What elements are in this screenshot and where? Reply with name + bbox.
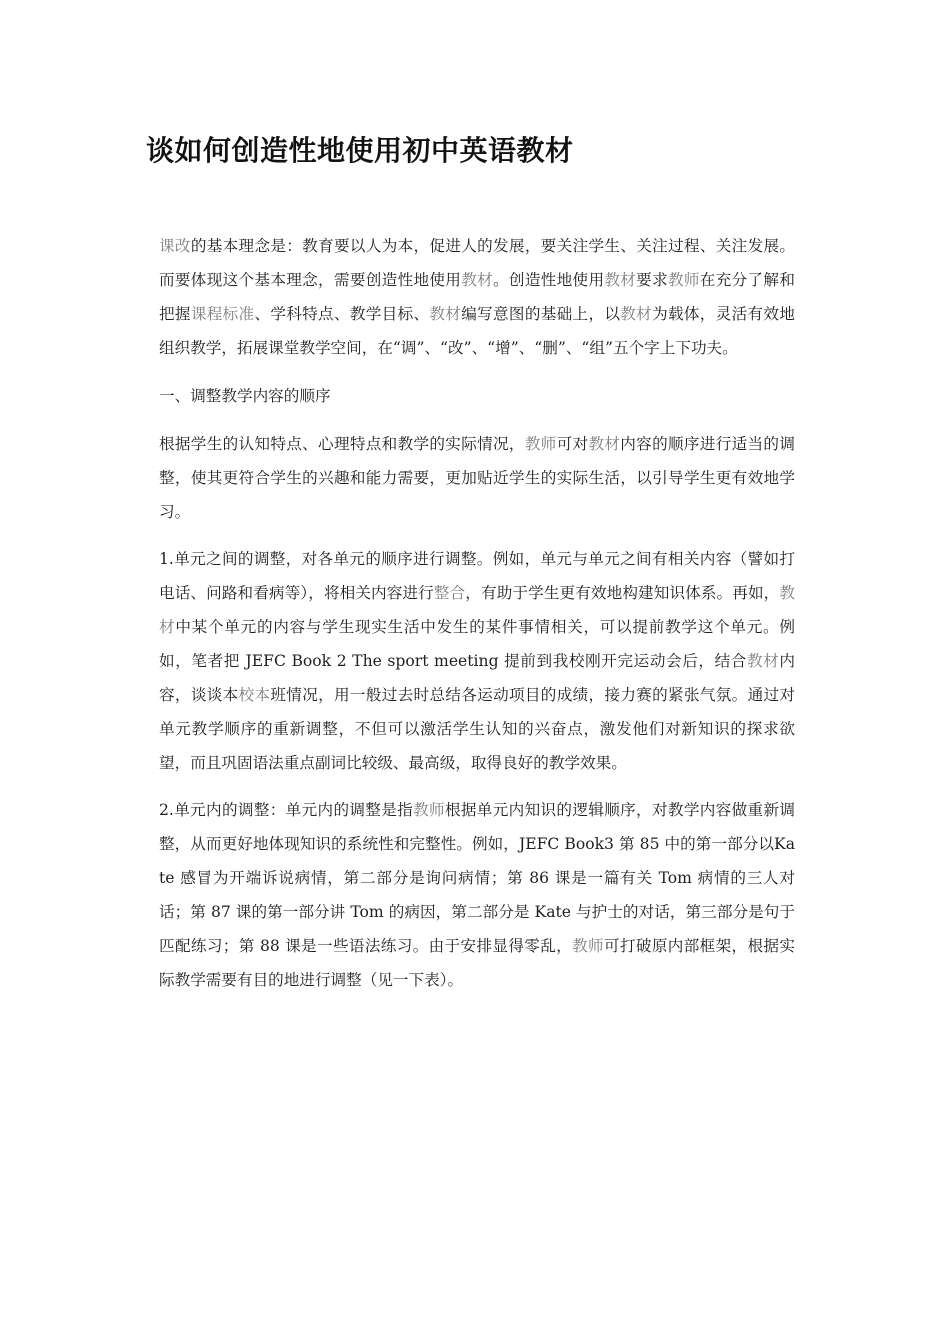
link-textbook[interactable]: 教材 [461,271,494,289]
link-textbook[interactable]: 教材 [747,652,780,670]
link-integration[interactable]: 整合 [433,584,466,602]
text-segment: 可打破原内部框架，根据实际教学需要有目的地进行调整（见一下表）。 [159,937,795,989]
body-paragraph [159,793,795,997]
text-segment: 为载体，灵活有效地组织教学，拓展课堂教学空间，在“调”、“改”、“增”、“删”、“组”五个字上下功夫。 [159,305,795,357]
text-segment: 内容，谈谈本 [159,652,795,704]
link-teacher[interactable]: 教师 [413,801,445,819]
intro-paragraph [159,229,795,365]
link-school-based[interactable]: 校本 [238,686,271,704]
spacer [159,413,795,427]
text-segment: 中某个单元的内容与学生现实生活中发生的某件事情相关，可以提前教学这个单元。例如，笔者把 JEFC Book 2 The sport meeting 提前到我校刚开完运动会后，结合 [159,618,795,670]
text-segment: 1.单元之间的调整，对各单元的顺序进行调整。例如，单元与单元之间有相关内容（譬如打电话、问路和看病等），将相关内容进行 [159,550,795,602]
text-segment: 、学科特点、教学目标、 [254,305,430,323]
spacer [159,365,795,379]
text-segment: 根据学生的认知特点、心理特点和教学的实际情况， [159,435,525,453]
text-segment: 。创造性地使用 [493,271,605,289]
page-title: 谈如何创造性地使用初中英语教材 [146,134,574,167]
text-segment: 的基本理念是：教育要以人为本，促进人的发展，要关注学生、关注过程、关注发展。而要体现这个基本理念，需要创造性地使用 [159,237,795,289]
link-textbook[interactable]: 教材 [588,435,621,453]
spacer [159,529,795,542]
text-segment: 编写意图的基础上，以 [461,305,621,323]
link-curriculum-reform[interactable]: 课改 [159,237,191,255]
link-teacher[interactable]: 教师 [572,937,604,955]
link-curriculum-standard[interactable]: 课程标准 [190,305,255,323]
link-teacher[interactable]: 教师 [667,271,700,289]
link-textbook[interactable]: 教材 [604,271,637,289]
section-heading: 一、调整教学内容的顺序 [159,387,331,405]
link-textbook[interactable]: 教材 [159,584,795,636]
link-textbook[interactable]: 教材 [620,305,653,323]
body-paragraph [159,542,795,780]
text-segment: 在充分了解和把握 [159,271,795,323]
body-paragraph [159,427,795,529]
text-segment: 班情况，用一般过去时总结各运动项目的成绩，接力赛的紧张气氛。通过对单元教学顺序的重新调整，不但可以激活学生认知的兴奋点，激发他们对新知识的探求欲望，而且巩固语法重点副词比较级、最高级，取得良好的教学效果。 [159,686,795,772]
text-segment: 内容的顺序进行适当的调整，使其更符合学生的兴趣和能力需要，更加贴近学生的实际生活，以引导学生更有效地学习。 [159,435,795,521]
spacer [159,780,795,793]
text-segment: 要求 [636,271,668,289]
text-segment: ，有助于学生更有效地构建知识体系。再如， [465,584,780,602]
text-segment: 2.单元内的调整：单元内的调整是指 [159,801,414,819]
article-body [159,229,795,997]
link-teacher[interactable]: 教师 [524,435,557,453]
text-segment: 可对 [556,435,589,453]
text-segment: 根据单元内知识的逻辑顺序，对教学内容做重新调整，从而更好地体现知识的系统性和完整性。例如，JEFC Book3 第 85 中的第一部分以Kate 感冒为开端诉说病情，第二部分是询问病情；第 86 课是一篇有关 Tom 病情的三人对话；第 87 课的第一部分讲 Tom 的病因，第二部分是 Kate 与护士的对话，第三部分是句于匹配练习；第 88 课是一些语法练习。由于安排显得零乱， [159,801,795,955]
link-textbook[interactable]: 教材 [429,305,462,323]
